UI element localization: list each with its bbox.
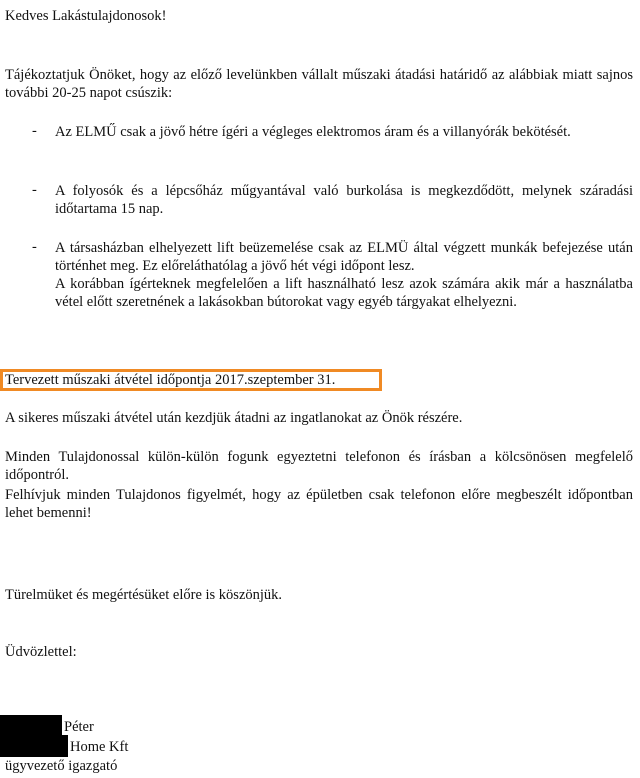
bullet-marker: - bbox=[32, 182, 37, 198]
bullet-marker: - bbox=[32, 239, 37, 255]
signature-name: Péter bbox=[64, 719, 94, 735]
coordination-paragraph: Minden Tulajdonossal külön-külön fogunk egyeztetni telefonon és írásban a kölcsönösen megfelelő időpontról. bbox=[5, 449, 633, 483]
signature-company: Home Kft bbox=[70, 739, 129, 755]
planned-date: Tervezett műszaki átvétel időpontja 2017.szeptember 31. bbox=[5, 372, 336, 388]
bullet-item: A társasházban elhelyezett lift beüzemelése csak az ELMÜ által végzett munkák befejezése után történhet meg. Ez előreláthatólag a jövő hét végi időpont lesz. bbox=[55, 240, 633, 274]
bullet-item: A folyosók és a lépcsőház műgyantával való burkolása is megkezdődött, melynek száradási időtartama 15 nap. bbox=[55, 183, 633, 217]
thanks-text: Türelmüket és megértésüket előre is köszönjük. bbox=[5, 587, 283, 603]
redaction-bar bbox=[0, 735, 68, 757]
bullet-item: Az ELMŰ csak a jövő hétre ígéri a végleges elektromos áram és a villanyórák bekötését. bbox=[55, 124, 571, 140]
bullet-item-continuation: A korábban ígérteknek megfelelően a lift használható lesz azok számára akik már a használatba vétel előtt szeretnének a lakásokban bútorokat vagy egyéb tárgyakat elhelyezni. bbox=[55, 276, 633, 310]
greeting: Üdvözlettel: bbox=[5, 644, 77, 660]
intro-paragraph: Tájékoztatjuk Önöket, hogy az előző levelünkben vállalt műszaki átadási határidő az alábbiak miatt sajnos további 20-25 napot csúszik: bbox=[5, 67, 633, 101]
signature-title: ügyvezető igazgató bbox=[5, 758, 118, 774]
salutation: Kedves Lakástulajdonosok! bbox=[5, 8, 167, 24]
after-handover-text: A sikeres műszaki átvétel után kezdjük átadni az ingatlanokat az Önök részére. bbox=[5, 410, 463, 426]
bullet-marker: - bbox=[32, 123, 37, 139]
redaction-bar bbox=[0, 715, 62, 735]
attention-paragraph: Felhívjuk minden Tulajdonos figyelmét, hogy az épületben csak telefonon előre megbeszélt időpontban lehet bemenni! bbox=[5, 487, 633, 521]
